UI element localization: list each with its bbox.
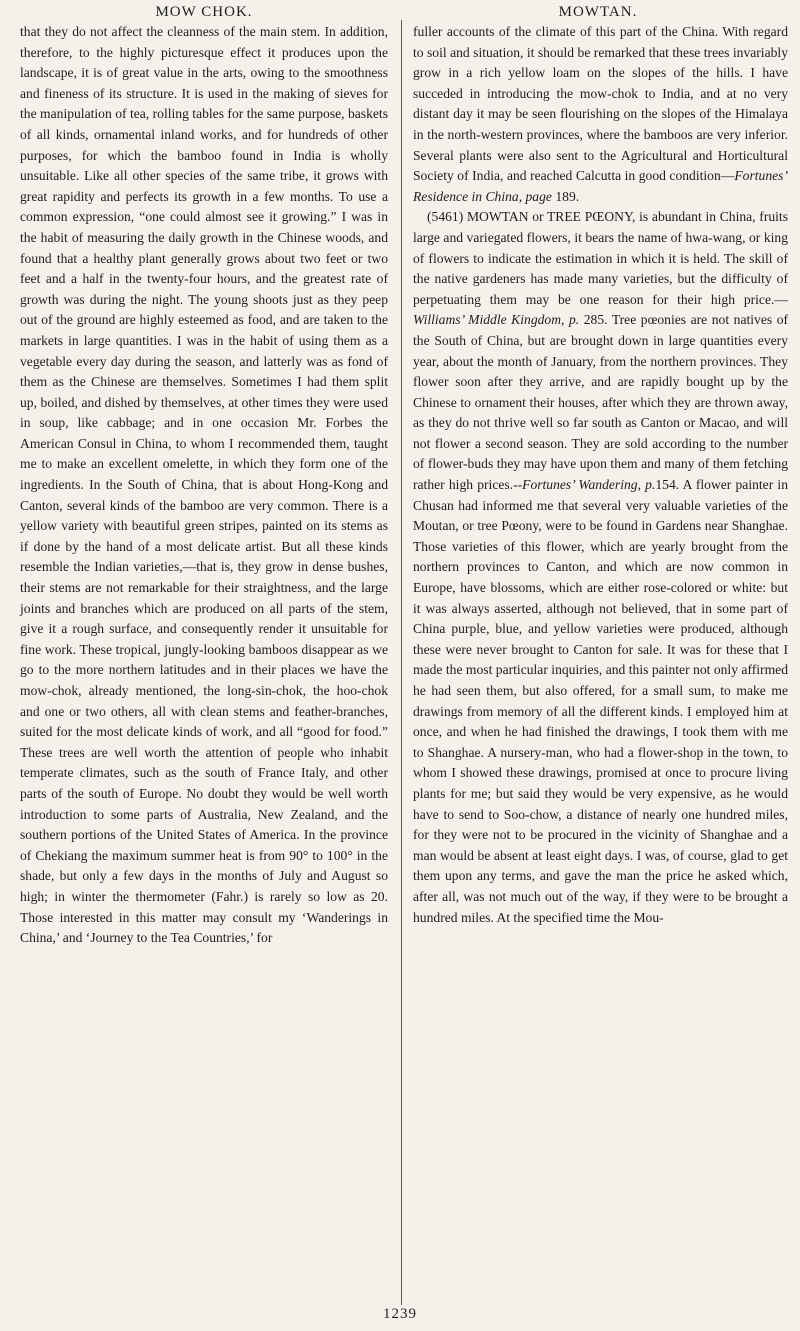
continuation-text: fuller accounts of the climate of this part of the China. With regard to soil and situation, it should be remarked that these trees invariably grow in a rich yellow loam on the slopes of the hills. I have succeded in introducing the mow-chok to India, and at no very distant day it may be seen flourishing on the slopes of the Himalaya in the north-western provinces, where the bamboos are very inferior. Several plants were also sent to the Agricultural and Horticultural Society of India, and reached Calcutta in good condition—	[413, 24, 788, 184]
column-divider	[401, 20, 402, 1305]
mow-chok-entry-continuation	[413, 22, 788, 207]
citation-page: 189.	[555, 188, 580, 204]
mowtan-entry	[413, 207, 788, 928]
left-column	[20, 22, 388, 949]
right-column	[413, 22, 788, 928]
mowtan-entry-text-continued: Tree pœonies are not natives of the South of China, but are brought down in large quantities every year, about the month of January, from the northern provinces. They flower soon after they arrive, and are rapidly bought up by the Chinese to ornament their houses, after which they are thrown away, as they do not thrive well so far south as Canton or Macao, and will not flower a second season. They are sold according to the number of flower-buds they may have upon them and many of them fetching rather high prices.--	[413, 312, 789, 493]
mowtan-entry-heading: (5461) MOWTAN or TREE PŒONY,	[427, 209, 636, 225]
citation-fortunes-residence: Fortunes’ Residence in China, page	[413, 168, 788, 204]
running-header-left: MOW CHOK.	[155, 4, 253, 20]
citation-williams: Williams’ Middle Kingdom, p.	[413, 312, 580, 328]
citation-fortunes-wandering: Fortunes’ Wandering, p.	[522, 477, 656, 493]
page-number: 1239	[383, 1306, 417, 1322]
citation-page: 285.	[583, 312, 608, 328]
citation-page: 154.	[655, 477, 680, 493]
mowtan-entry-narrative: A flower painter in Chusan had informed me that several very valuable varieties of the Moutan, or tree Pœony, were to be found in Gardens near Shanghae. Those varieties of this flower, which are yearly brought from the northern provinces to Canton, and which are now common in Europe, have blossoms, which are either rose-colored or white: but it was always asserted, although not believed, that in some part of China purple, blue, and yellow varieties were produced, although these were never brought to Canton for sale. It was for these that I made the most particular inquiries, and this painter not only affirmed he had seen them, but also offered, for a small sum, to make me drawings from memory of all the different kinds. I employed him at once, and when he had finished the drawings, I took them with me to Shanghae. A nursery-man, who had a flower-shop in the town, to whom I showed these drawings, promised at once to procure living plants for me; but said they would be very expensive, as he would have to send to Soo-chow, a distance of nearly one hundred miles, for they were not to be procured in the vicinity of Shanghae and a man would be absent at least eight days. I was, of course, glad to get them upon any terms, and gave the man the price he asked which, after all, was not much out of the way, if they were to be brought a hundred miles. At the specified time the Mou-	[413, 477, 788, 925]
running-header-right: MOWTAN.	[558, 4, 638, 20]
mow-chok-entry-text: that they do not affect the cleanness of the main stem. In addition, therefore, to the highly picturesque effect it produces upon the landscape, it is of great value in the arts, owing to the smoothness and fineness of its structure. It is used in the making of sieves for the manipulation of tea, rolling tables for the same purpose, baskets of all kinds, ornamental inland works, and for hundreds of other purposes, for which the bamboo found in India is wholly unsuitable. Like all other species of the same tribe, it grows with great rapidity and perfects its growth in a few months. To use a common expression, “one could almost see it growing.” I was in the habit of measuring the daily growth in the Chinese woods, and found that a healthy plant generally grows about two feet or two feet and a half in the twenty-four hours, and the greatest rate of growth was during the night. The young shoots just as they peep out of the ground are highly esteemed as food, and are taken to the markets in large quantities. I was in the habit of using them as a vegetable every day during the season, and latterly was as fond of them as the Chinese are themselves. Sometimes I had them split up, boiled, and dished by themselves, at other times they were used in soup, like cabbage; and in one occasion Mr. Forbes the American Consul in China, to whom I recommended them, taught me to make an excellent omelette, in which they form one of the ingredients. In the South of China, that is about Hong-Kong and Canton, several kinds of the bamboo are very common. There is a yellow variety with beautiful green stripes, painted on its stems as if done by the hand of a most delicate artist. But all these kinds resemble the Indian varieties,—that is, they grow in dense bushes, their stems are not remarkable for their straightness, and the large joints and branches which are produced on all parts of the stem, give it a rough surface, and consequently render it unsuitable for fine work. These tropical, jungly-looking bamboos disappear as we go to the more northern latitudes and in their places we have the mow-chok, already mentioned, the long-sin-chok, the hoo-chok and one or two others, all with clean stems and feather-branches, suited for the most delicate kinds of work, and all “good for food.” These trees are well worth the attention of people who inhabit temperate climates, such as the south of France Italy, and other parts of the south of Europe. No doubt they would be well worth introduction to some parts of Australia, New Zealand, and the southern portions of the United States of America. In the province of Chekiang the maximum summer heat is from 90° to 100° in the shade, but only a few days in the months of July and August so high; in winter the thermometer (Fahr.) is rarely so low as 20. Those interested in this matter may consult my ‘Wanderings in China,’ and ‘Journey to the Tea Countries,’ for	[20, 24, 388, 946]
mowtan-entry-text: is abundant in China, fruits large and variegated flowers, it bears the name of hwa-wang, or king of flowers to indicate the estimation in which it is held. The skill of the native gardeners has made many varieties, but the difficulty of perpetuating them may be one reason for their high price.—	[413, 209, 788, 307]
